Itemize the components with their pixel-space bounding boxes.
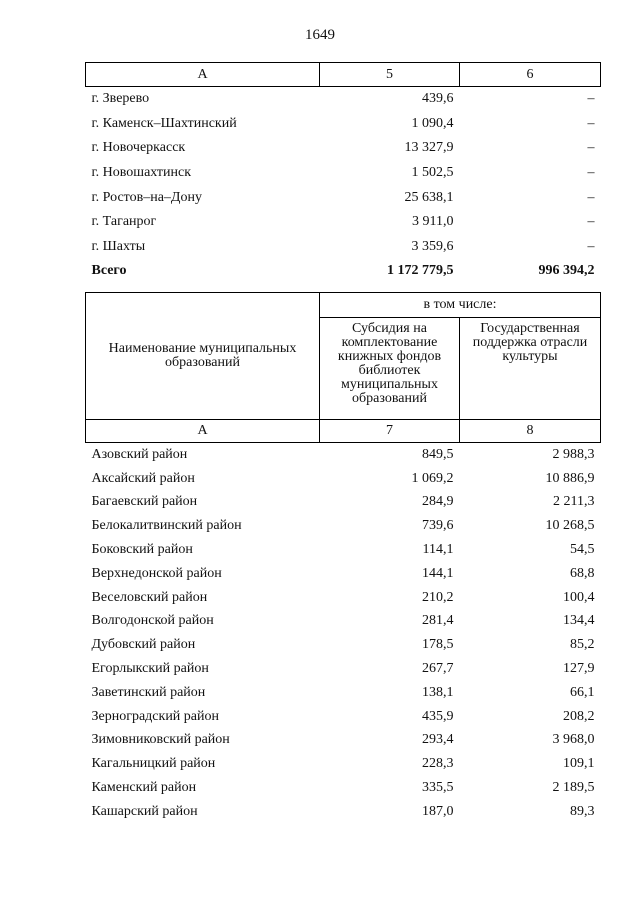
- column-index-row: [86, 420, 601, 443]
- value-8: 2 211,3: [553, 494, 595, 510]
- table-row: [86, 87, 601, 112]
- municipality-name: Кагальницкий район: [91, 756, 216, 772]
- municipality-name: Аксайский район: [91, 470, 195, 486]
- value-8: 134,4: [563, 613, 595, 629]
- table-row: [86, 562, 601, 586]
- municipality-name: Белокалитвинский район: [91, 518, 242, 534]
- value-7: 187,0: [422, 803, 454, 819]
- table-row: [86, 210, 601, 235]
- municipality-name: Егорлыкский район: [91, 661, 209, 677]
- municipality-name: Каменский район: [91, 780, 197, 796]
- value-7: 138,1: [422, 684, 454, 700]
- value-7: 144,1: [422, 565, 454, 581]
- column-header-book-fund-subsidy: [320, 318, 460, 420]
- municipality-name: г. Зверево: [91, 91, 150, 107]
- table-row: [86, 491, 601, 515]
- table-row: [86, 705, 601, 729]
- table-row: [86, 136, 601, 161]
- table-row: [86, 776, 601, 800]
- value-8: 3 968,0: [552, 732, 595, 748]
- value-6: –: [587, 115, 595, 131]
- value-8: 68,8: [570, 565, 595, 581]
- value-8: 85,2: [570, 637, 595, 653]
- value-7: 335,5: [422, 780, 454, 796]
- column-header-a: А: [86, 63, 320, 87]
- value-8: 2 189,5: [552, 780, 595, 796]
- table-row: [86, 657, 601, 681]
- value-8: 127,9: [563, 661, 595, 677]
- municipality-name: Дубовский район: [91, 637, 196, 653]
- value-8: 10 268,5: [545, 518, 595, 534]
- table-row: [86, 681, 601, 705]
- page-number: 1649: [305, 27, 335, 43]
- value-8: 100,4: [563, 589, 595, 605]
- value-6: –: [587, 165, 595, 181]
- municipality-name: Зерноградский район: [91, 708, 219, 724]
- value-5: 439,6: [422, 91, 454, 107]
- table-header-row: [86, 293, 601, 318]
- municipality-name: г. Ростов–на–Дону: [91, 189, 202, 205]
- municipality-name: Веселовский район: [91, 589, 208, 605]
- value-8: 66,1: [570, 684, 595, 700]
- column-header-name: Наименование муниципальных образований: [86, 293, 320, 420]
- value-7: 267,7: [422, 661, 454, 677]
- value-7: 1 069,2: [411, 470, 454, 486]
- table-row: [86, 633, 601, 657]
- column-header-including: в том числе:: [320, 293, 601, 318]
- column-index-a: А: [86, 420, 320, 443]
- value-7: 284,9: [422, 494, 454, 510]
- municipality-name: г. Каменск–Шахтинский: [91, 115, 237, 131]
- municipality-name: г. Новочеркасск: [91, 140, 186, 156]
- value-8: 10 886,9: [545, 470, 595, 486]
- budget-table-part-1: [85, 62, 601, 284]
- value-7: 281,4: [422, 613, 454, 629]
- value-5: 1 502,5: [411, 165, 454, 181]
- municipality-name: г. Новошахтинск: [91, 165, 192, 181]
- value-8: 208,2: [563, 708, 595, 724]
- column-header-culture-support-text: Государственная поддержка отрасли культуры: [472, 321, 588, 364]
- municipality-name: г. Шахты: [91, 238, 146, 254]
- value-7: 178,5: [422, 637, 454, 653]
- total-value-6: 996 394,2: [538, 263, 595, 279]
- table-row: [86, 185, 601, 210]
- table-row: [86, 161, 601, 186]
- total-value-5: 1 172 779,5: [387, 263, 454, 279]
- value-7: 435,9: [422, 708, 454, 724]
- value-8: 109,1: [563, 756, 595, 772]
- value-8: 54,5: [570, 542, 595, 558]
- municipality-name: Зимовниковский район: [91, 732, 230, 748]
- column-header-5: 5: [320, 63, 460, 87]
- column-header-book-fund-subsidy-text: Субсидия на комплектование книжных фондов библиотек муниципальных образований: [337, 321, 442, 406]
- column-index-8: 8: [460, 420, 601, 443]
- table-row: [86, 514, 601, 538]
- municipality-name: Азовский район: [91, 446, 188, 462]
- table-row: [86, 752, 601, 776]
- value-7: 228,3: [422, 756, 454, 772]
- municipality-name: Верхнедонской район: [91, 565, 222, 581]
- municipality-name: Багаевский район: [91, 494, 198, 510]
- table-row: [86, 467, 601, 491]
- value-6: –: [587, 140, 595, 156]
- table-row: [86, 610, 601, 634]
- municipality-name: Боковский район: [91, 542, 193, 558]
- value-7: 739,6: [422, 518, 454, 534]
- value-5: 13 327,9: [404, 140, 454, 156]
- value-5: 1 090,4: [411, 115, 454, 131]
- value-5: 3 359,6: [411, 238, 454, 254]
- column-index-7: 7: [320, 420, 460, 443]
- table-row: [86, 235, 601, 260]
- table-row: [86, 800, 601, 824]
- column-header-6: 6: [460, 63, 601, 87]
- value-5: 3 911,0: [412, 214, 454, 230]
- municipality-name: Заветинский район: [91, 684, 206, 700]
- value-8: 89,3: [570, 803, 595, 819]
- table-row: [86, 586, 601, 610]
- municipality-name: Волгодонской район: [91, 613, 214, 629]
- total-row: [86, 259, 601, 284]
- table-header-row: [86, 63, 601, 87]
- municipality-name: г. Таганрог: [91, 214, 157, 230]
- total-label: Всего: [91, 263, 127, 279]
- table-row: [86, 112, 601, 137]
- municipality-name: Кашарский район: [91, 803, 198, 819]
- value-6: –: [587, 189, 595, 205]
- value-7: 210,2: [422, 589, 454, 605]
- budget-table-part-2: [85, 292, 601, 824]
- value-7: 293,4: [422, 732, 454, 748]
- value-7: 114,1: [422, 542, 454, 558]
- table-row: [86, 443, 601, 467]
- column-header-culture-support: [460, 318, 601, 420]
- value-7: 849,5: [422, 446, 454, 462]
- value-8: 2 988,3: [552, 446, 595, 462]
- table-row: [86, 538, 601, 562]
- value-6: –: [587, 238, 595, 254]
- value-5: 25 638,1: [404, 189, 454, 205]
- value-6: –: [587, 214, 595, 230]
- value-6: –: [587, 91, 595, 107]
- table-row: [86, 729, 601, 753]
